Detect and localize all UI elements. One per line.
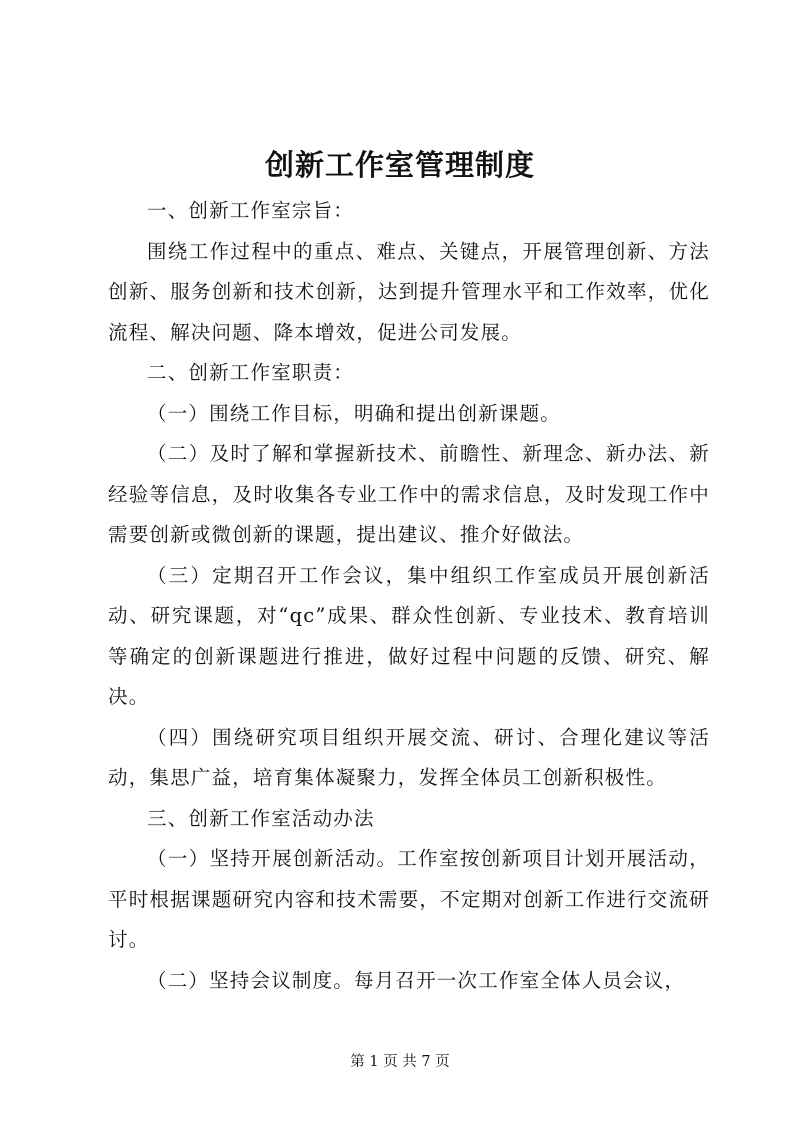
paragraph-purpose: 围绕工作过程中的重点、难点、关键点，开展管理创新、方法创新、服务创新和技术创新，达到提升管理水平和工作效率，优化流程、解决问题、降本增效，促进公司发展。 xyxy=(108,239,710,344)
section-heading-purpose: 一、创新工作室宗旨： xyxy=(147,199,355,222)
page-number-footer: 第 1 页 共 7 页 xyxy=(350,1054,450,1070)
document-title: 创新工作室管理制度 xyxy=(264,148,535,182)
section-heading-activities: 三、创新工作室活动办法 xyxy=(147,806,375,830)
paragraph-duty-3: （三）定期召开工作会议，集中组织工作室成员开展创新活动、研究课题，对“qc”成果、群众性创新、专业技术、教育培训等确定的创新课题进行推进，做好过程中问题的反馈、研究、解决。 xyxy=(108,563,710,708)
paragraph-duty-2: （二）及时了解和掌握新技术、前瞻性、新理念、新办法、新经验等信息，及时收集各专业工作中的需求信息，及时发现工作中需要创新或微创新的课题，提出建议、推介好做法。 xyxy=(108,442,710,546)
document-body xyxy=(108,191,710,1001)
paragraph-duty-4: （四）围绕研究项目组织开展交流、研讨、合理化建议等活动，集思广益，培育集体凝聚力，发挥全体员工创新积极性。 xyxy=(108,725,710,789)
section-heading-duties: 二、创新工作室职责： xyxy=(147,361,355,384)
paragraph-activity-1: （一）坚持开展创新活动。工作室按创新项目计划开展活动，平时根据课题研究内容和技术需要，不定期对创新工作进行交流研讨。 xyxy=(108,847,710,951)
paragraph-activity-2: （二）坚持会议制度。每月召开一次工作室全体人员会议， xyxy=(147,968,686,992)
paragraph-duty-1: （一）围绕工作目标，明确和提出创新课题。 xyxy=(147,401,562,425)
